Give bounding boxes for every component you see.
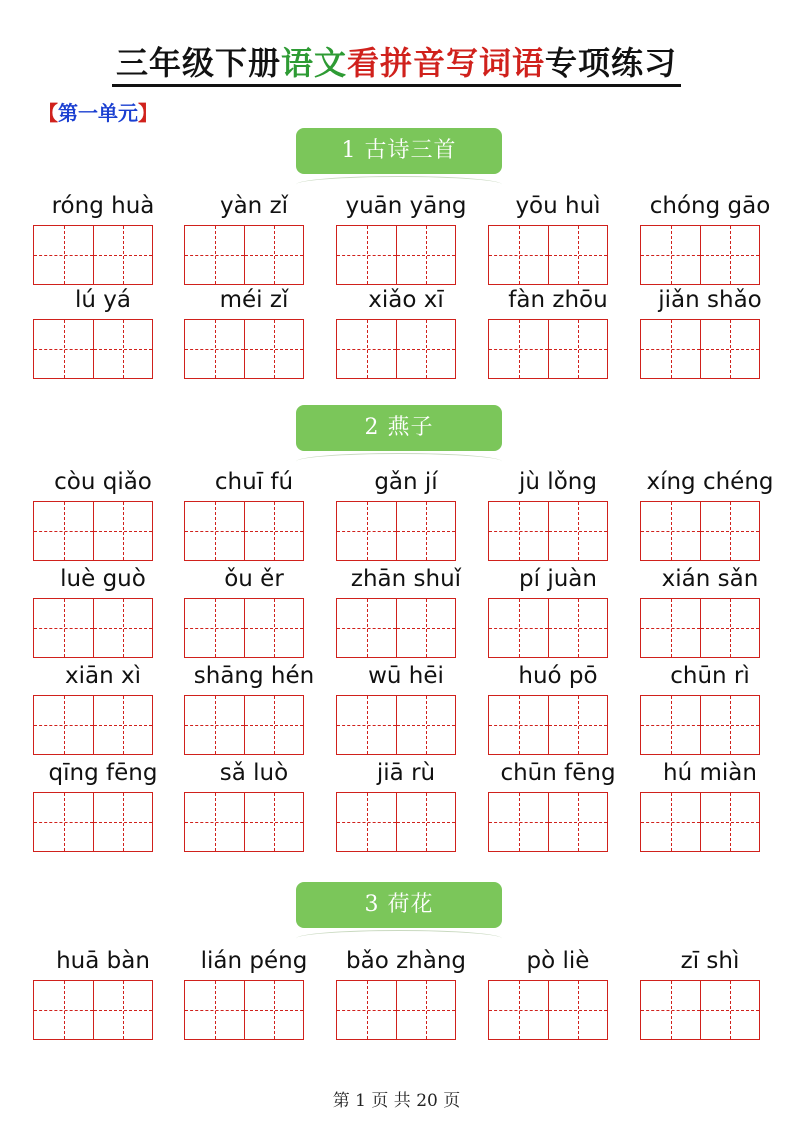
page-title bbox=[112, 44, 681, 87]
writing-cell[interactable] bbox=[93, 226, 152, 284]
writing-cell[interactable] bbox=[185, 981, 244, 1039]
tianzige-grid[interactable] bbox=[184, 980, 304, 1040]
writing-cell[interactable] bbox=[34, 599, 93, 657]
pinyin-label: pò liè bbox=[526, 948, 590, 974]
writing-cell[interactable] bbox=[700, 599, 759, 657]
lesson-title: 2 燕子 bbox=[296, 405, 502, 451]
writing-cell[interactable] bbox=[548, 320, 607, 378]
tianzige-grid[interactable] bbox=[488, 225, 608, 285]
pinyin-label: qīng fēng bbox=[48, 760, 158, 786]
tianzige-grid[interactable] bbox=[640, 598, 760, 658]
pinyin-label: lú yá bbox=[75, 287, 131, 313]
tianzige-grid[interactable] bbox=[184, 792, 304, 852]
writing-cell[interactable] bbox=[244, 320, 303, 378]
writing-cell[interactable] bbox=[641, 320, 700, 378]
writing-cell[interactable] bbox=[34, 696, 93, 754]
pinyin-label: róng huà bbox=[51, 193, 155, 219]
writing-cell[interactable] bbox=[489, 981, 548, 1039]
tianzige-grid[interactable] bbox=[184, 319, 304, 379]
writing-cell[interactable] bbox=[700, 226, 759, 284]
tianzige-grid[interactable] bbox=[33, 501, 153, 561]
title-wrap bbox=[0, 44, 793, 87]
pinyin-label: xíng chéng bbox=[646, 469, 774, 495]
writing-cell[interactable] bbox=[700, 502, 759, 560]
tianzige-grid[interactable] bbox=[184, 695, 304, 755]
pinyin-label: hú miàn bbox=[663, 760, 757, 786]
title-part: 看拼音写词语 bbox=[347, 44, 546, 82]
writing-cell[interactable] bbox=[641, 793, 700, 851]
tianzige-grid[interactable] bbox=[488, 501, 608, 561]
writing-cell[interactable] bbox=[337, 981, 396, 1039]
writing-cell[interactable] bbox=[548, 981, 607, 1039]
writing-cell[interactable] bbox=[641, 981, 700, 1039]
page-footer: 第 1 页 共 20 页 bbox=[332, 1091, 461, 1111]
tianzige-grid[interactable] bbox=[640, 695, 760, 755]
writing-cell[interactable] bbox=[641, 599, 700, 657]
writing-cell[interactable] bbox=[700, 793, 759, 851]
pinyin-label: lián péng bbox=[200, 948, 308, 974]
writing-cell[interactable] bbox=[337, 502, 396, 560]
writing-cell[interactable] bbox=[700, 981, 759, 1039]
writing-cell[interactable] bbox=[489, 502, 548, 560]
writing-cell[interactable] bbox=[337, 599, 396, 657]
writing-cell[interactable] bbox=[548, 696, 607, 754]
unit-heading bbox=[38, 97, 158, 126]
writing-cell[interactable] bbox=[34, 502, 93, 560]
writing-cell[interactable] bbox=[489, 320, 548, 378]
tianzige-grid[interactable] bbox=[640, 225, 760, 285]
title-part: 语文 bbox=[280, 44, 347, 82]
writing-cell[interactable] bbox=[185, 320, 244, 378]
writing-cell[interactable] bbox=[93, 599, 152, 657]
unit-label: 第一单元 bbox=[58, 101, 138, 125]
pinyin-label: chūn fēng bbox=[500, 760, 616, 786]
pinyin-label: zī shì bbox=[680, 948, 740, 974]
writing-cell[interactable] bbox=[489, 696, 548, 754]
pinyin-label: huó pō bbox=[518, 663, 598, 689]
tianzige-grid[interactable] bbox=[640, 792, 760, 852]
tianzige-grid[interactable] bbox=[640, 319, 760, 379]
tianzige-grid[interactable] bbox=[488, 319, 608, 379]
tianzige-grid[interactable] bbox=[184, 225, 304, 285]
tianzige-grid[interactable] bbox=[640, 501, 760, 561]
lesson-divider-arc bbox=[296, 930, 502, 947]
tianzige-grid[interactable] bbox=[336, 980, 456, 1040]
tianzige-grid[interactable] bbox=[184, 501, 304, 561]
writing-cell[interactable] bbox=[548, 793, 607, 851]
writing-cell[interactable] bbox=[93, 793, 152, 851]
pinyin-label: fàn zhōu bbox=[508, 287, 608, 313]
tianzige-grid[interactable] bbox=[488, 598, 608, 658]
writing-cell[interactable] bbox=[93, 502, 152, 560]
writing-cell[interactable] bbox=[337, 226, 396, 284]
bracket-open: 【 bbox=[38, 101, 58, 125]
writing-cell[interactable] bbox=[93, 320, 152, 378]
writing-cell[interactable] bbox=[396, 226, 455, 284]
writing-cell[interactable] bbox=[489, 793, 548, 851]
writing-cell[interactable] bbox=[396, 793, 455, 851]
writing-cell[interactable] bbox=[244, 696, 303, 754]
bracket-close: 】 bbox=[138, 101, 158, 125]
lesson-title: 1 古诗三首 bbox=[296, 128, 502, 174]
pinyin-label: chóng gāo bbox=[649, 193, 771, 219]
pinyin-label: yōu huì bbox=[515, 193, 601, 219]
tianzige-grid[interactable] bbox=[33, 225, 153, 285]
writing-cell[interactable] bbox=[396, 320, 455, 378]
pinyin-label: ǒu ěr bbox=[224, 566, 284, 592]
writing-cell[interactable] bbox=[34, 981, 93, 1039]
writing-cell[interactable] bbox=[34, 226, 93, 284]
tianzige-grid[interactable] bbox=[33, 792, 153, 852]
tianzige-grid[interactable] bbox=[33, 319, 153, 379]
pinyin-label: yàn zǐ bbox=[219, 193, 289, 219]
tianzige-grid[interactable] bbox=[184, 598, 304, 658]
writing-cell[interactable] bbox=[337, 793, 396, 851]
writing-cell[interactable] bbox=[244, 981, 303, 1039]
pinyin-label: luè guò bbox=[60, 566, 146, 592]
writing-cell[interactable] bbox=[700, 320, 759, 378]
writing-cell[interactable] bbox=[489, 599, 548, 657]
pinyin-label: jiǎn shǎo bbox=[658, 287, 762, 313]
tianzige-grid[interactable] bbox=[488, 792, 608, 852]
writing-cell[interactable] bbox=[185, 599, 244, 657]
tianzige-grid[interactable] bbox=[640, 980, 760, 1040]
pinyin-label: shāng hén bbox=[193, 663, 315, 689]
pinyin-label: huā bàn bbox=[56, 948, 150, 974]
writing-cell[interactable] bbox=[185, 793, 244, 851]
tianzige-grid[interactable] bbox=[336, 319, 456, 379]
pinyin-label: sǎ luò bbox=[219, 760, 289, 786]
pinyin-label: còu qiǎo bbox=[54, 469, 152, 495]
tianzige-grid[interactable] bbox=[33, 695, 153, 755]
pinyin-label: xián sǎn bbox=[661, 566, 759, 592]
writing-cell[interactable] bbox=[244, 502, 303, 560]
writing-cell[interactable] bbox=[641, 696, 700, 754]
pinyin-label: xiǎo xī bbox=[368, 287, 444, 313]
writing-cell[interactable] bbox=[34, 793, 93, 851]
tianzige-grid[interactable] bbox=[336, 598, 456, 658]
writing-cell[interactable] bbox=[548, 502, 607, 560]
writing-cell[interactable] bbox=[700, 696, 759, 754]
writing-cell[interactable] bbox=[244, 226, 303, 284]
writing-cell[interactable] bbox=[93, 696, 152, 754]
tianzige-grid[interactable] bbox=[336, 225, 456, 285]
lesson-divider-arc bbox=[296, 176, 502, 193]
pinyin-label: xiān xì bbox=[65, 663, 141, 689]
pinyin-label: jiā rù bbox=[376, 760, 436, 786]
tianzige-grid[interactable] bbox=[488, 980, 608, 1040]
writing-cell[interactable] bbox=[641, 502, 700, 560]
writing-cell[interactable] bbox=[244, 599, 303, 657]
writing-cell[interactable] bbox=[396, 599, 455, 657]
writing-cell[interactable] bbox=[244, 793, 303, 851]
writing-cell[interactable] bbox=[396, 981, 455, 1039]
pinyin-label: jù lǒng bbox=[519, 469, 597, 495]
pinyin-label: méi zǐ bbox=[219, 287, 289, 313]
title-part: 三年级下册 bbox=[115, 44, 281, 82]
writing-cell[interactable] bbox=[185, 696, 244, 754]
writing-cell[interactable] bbox=[396, 696, 455, 754]
writing-cell[interactable] bbox=[34, 320, 93, 378]
writing-cell[interactable] bbox=[489, 226, 548, 284]
writing-cell[interactable] bbox=[548, 226, 607, 284]
writing-cell[interactable] bbox=[641, 226, 700, 284]
writing-cell[interactable] bbox=[396, 502, 455, 560]
lesson-divider-arc bbox=[296, 453, 502, 470]
pinyin-label: chūn rì bbox=[670, 663, 750, 689]
tianzige-grid[interactable] bbox=[33, 598, 153, 658]
writing-cell[interactable] bbox=[93, 981, 152, 1039]
tianzige-grid[interactable] bbox=[33, 980, 153, 1040]
lesson-title: 3 荷花 bbox=[296, 882, 502, 928]
tianzige-grid[interactable] bbox=[336, 501, 456, 561]
tianzige-grid[interactable] bbox=[336, 792, 456, 852]
pinyin-label: zhān shuǐ bbox=[350, 566, 462, 592]
tianzige-grid[interactable] bbox=[336, 695, 456, 755]
writing-cell[interactable] bbox=[337, 696, 396, 754]
writing-cell[interactable] bbox=[185, 502, 244, 560]
pinyin-label: yuān yāng bbox=[345, 193, 467, 219]
pinyin-label: chuī fú bbox=[214, 469, 294, 495]
title-part: 专项练习 bbox=[545, 44, 678, 82]
pinyin-label: bǎo zhàng bbox=[346, 948, 466, 974]
pinyin-label: pí juàn bbox=[519, 566, 597, 592]
writing-cell[interactable] bbox=[185, 226, 244, 284]
writing-cell[interactable] bbox=[548, 599, 607, 657]
tianzige-grid[interactable] bbox=[488, 695, 608, 755]
pinyin-label: wū hēi bbox=[368, 663, 444, 689]
writing-cell[interactable] bbox=[337, 320, 396, 378]
pinyin-label: gǎn jí bbox=[374, 469, 438, 495]
